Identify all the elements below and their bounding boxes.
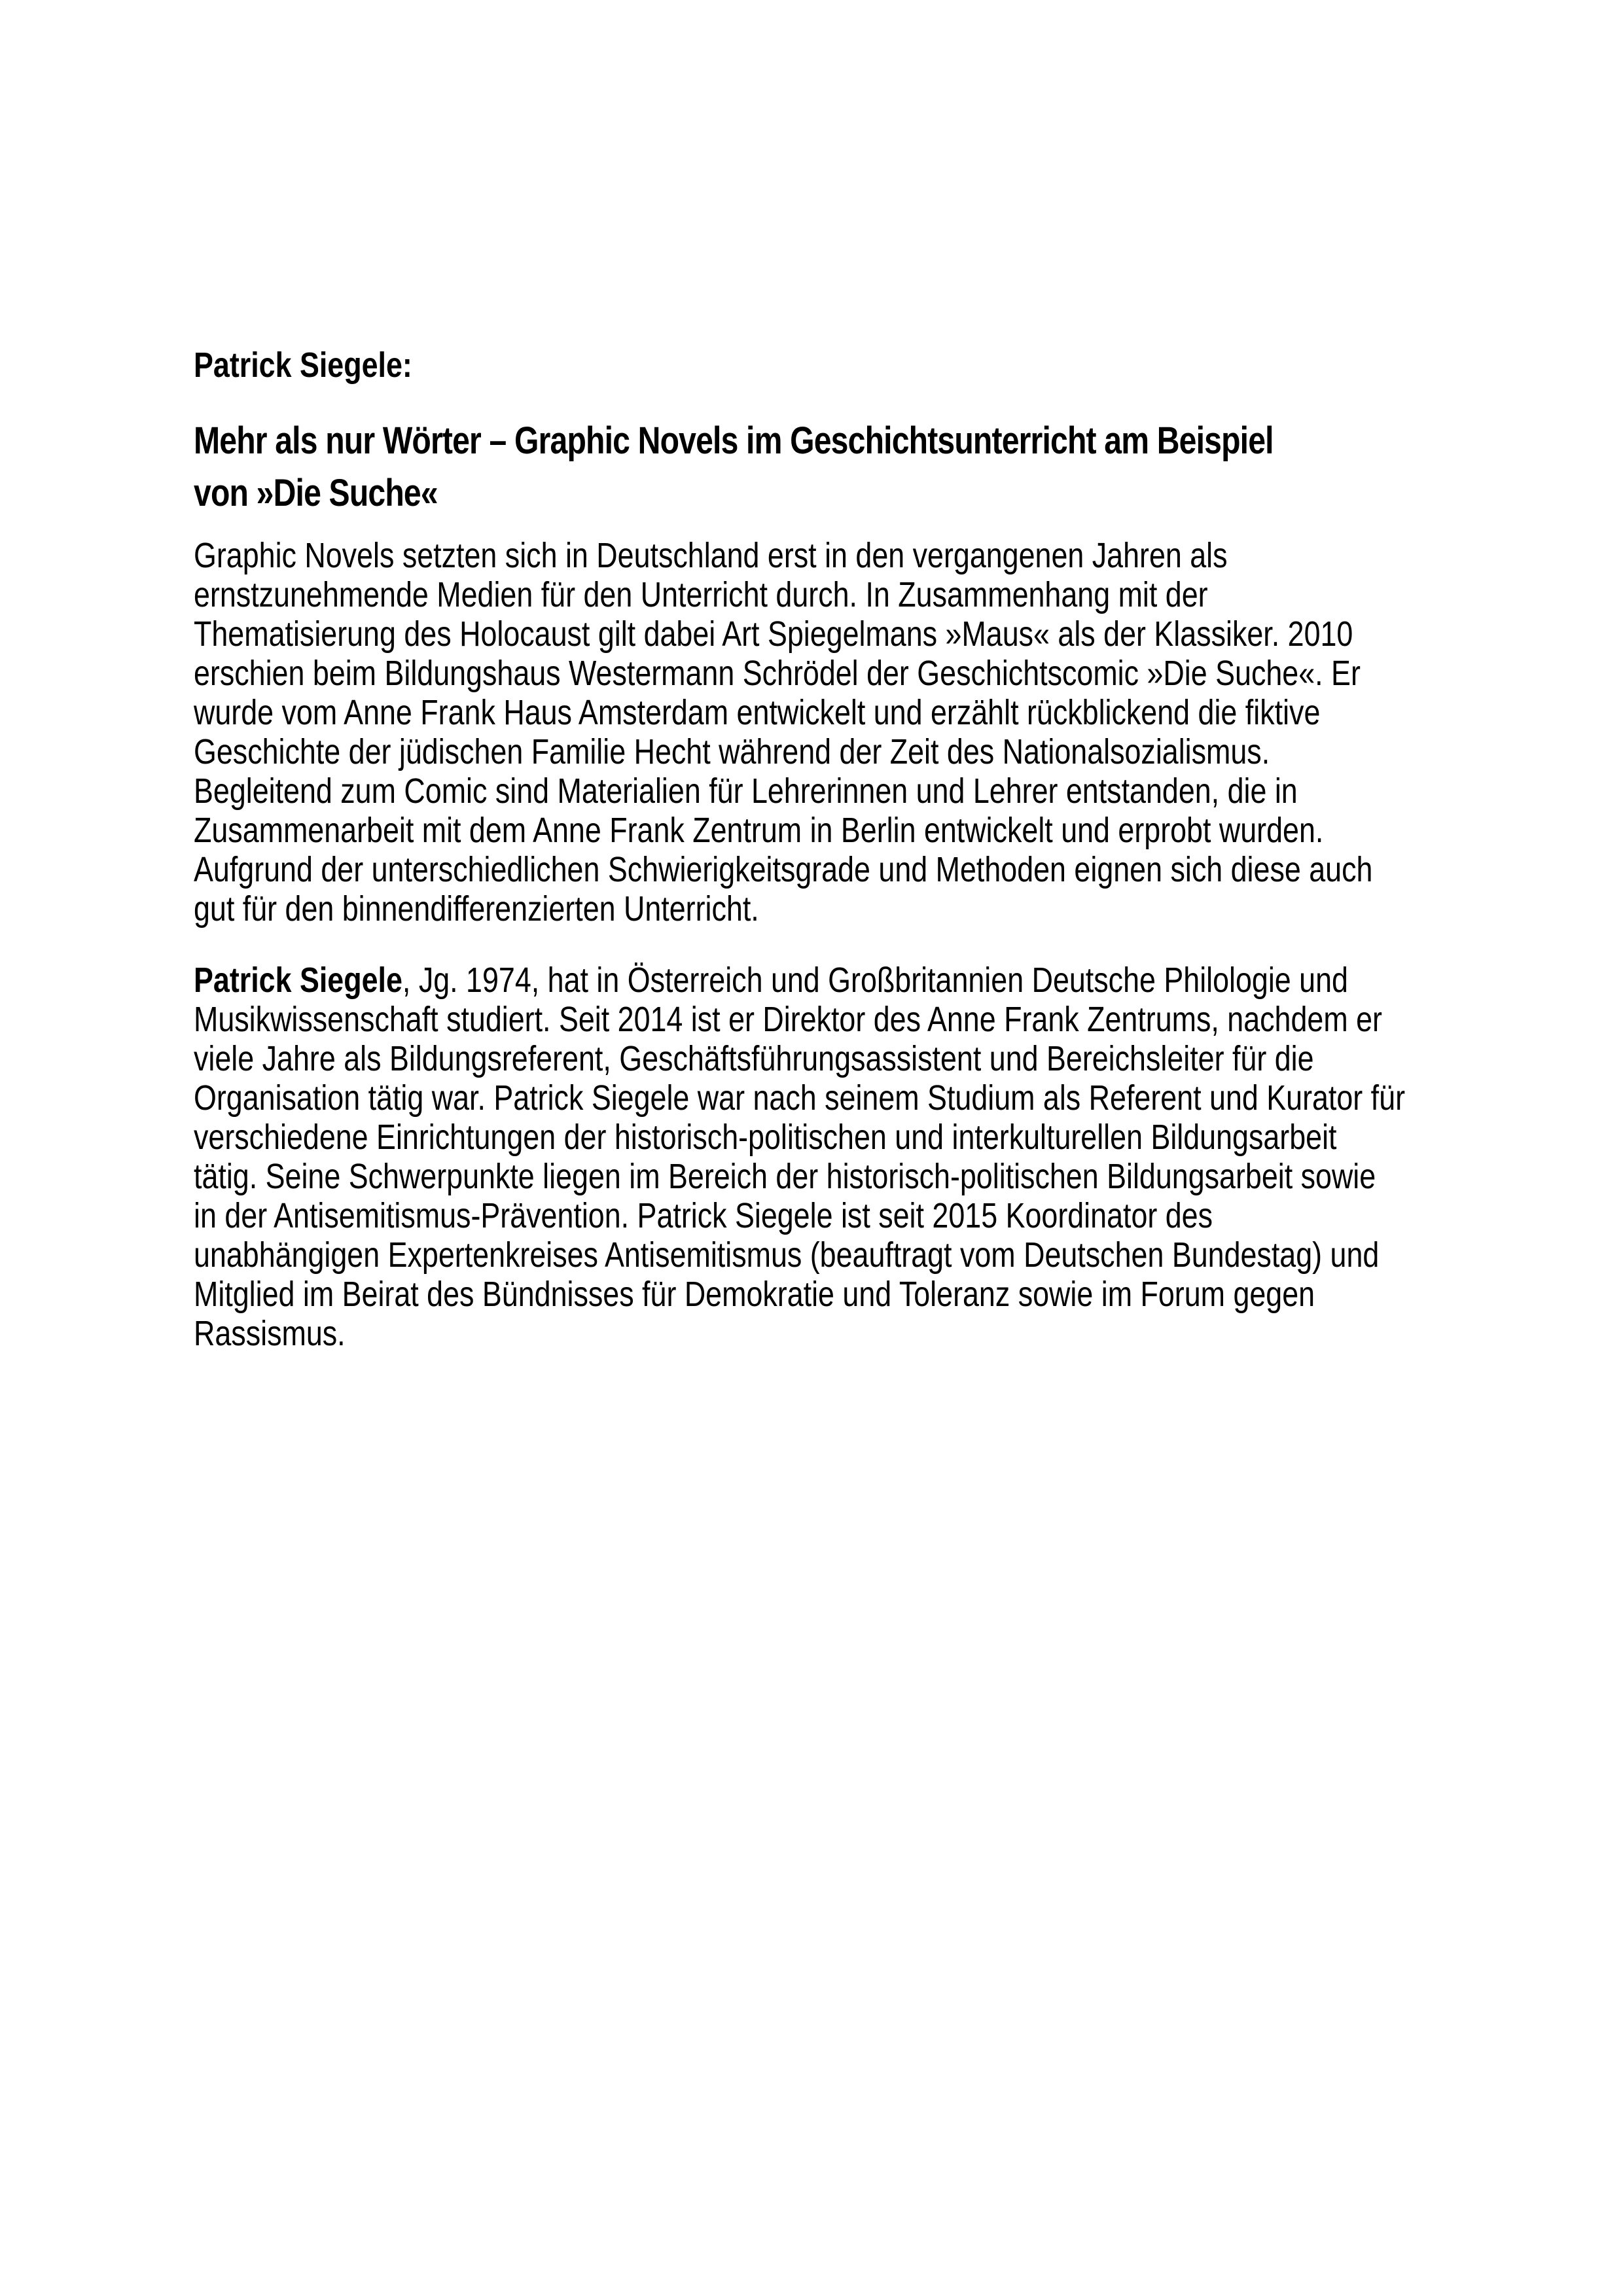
bio-line: tätig. Seine Schwerpunkte liegen im Bereich der historisch-politischen Bildungsarbeit sowie — [194, 1157, 1376, 1196]
bio-name-bold: Patrick Siegele — [194, 961, 402, 1000]
bio-line: Organisation tätig war. Patrick Siegele war nach seinem Studium als Referent und Kurator für — [194, 1078, 1406, 1118]
abstract-line: Begleitend zum Comic sind Materialien für Lehrerinnen und Lehrer entstanden, die in — [194, 771, 1298, 811]
bio-paragraph — [194, 961, 1552, 1353]
bio-line: in der Antisemitismus-Prävention. Patrick Siegele ist seit 2015 Koordinator des — [194, 1196, 1213, 1235]
bio-line: Rassismus. — [194, 1314, 346, 1353]
abstract-line: erschien beim Bildungshaus Westermann Schrödel der Geschichtscomic »Die Suche«. Er — [194, 654, 1361, 693]
article-title-line: Mehr als nur Wörter – Graphic Novels im Geschichtsunterricht am Beispiel — [194, 419, 1274, 462]
abstract-line: Geschichte der jüdischen Familie Hecht während der Zeit des Nationalsozialismus. — [194, 732, 1270, 771]
abstract-line: gut für den binnendifferenzierten Unterricht. — [194, 889, 759, 928]
author-heading: Patrick Siegele: — [194, 345, 412, 385]
bio-line-text: , Jg. 1974, hat in Österreich und Großbritannien Deutsche Philologie und — [402, 961, 1348, 1000]
text-column — [194, 0, 1552, 1353]
bio-line: verschiedene Einrichtungen der historisch-politischen und interkulturellen Bildungsarbeit — [194, 1118, 1337, 1157]
bio-line — [194, 961, 1552, 1000]
abstract-line: Thematisierung des Holocaust gilt dabei Art Spiegelmans »Maus« als der Klassiker. 2010 — [194, 614, 1353, 654]
abstract-paragraph — [194, 536, 1552, 928]
bio-line: Mitglied im Beirat des Bündnisses für Demokratie und Toleranz sowie im Forum gegen — [194, 1275, 1315, 1314]
bio-line: viele Jahre als Bildungsreferent, Geschäftsführungsassistent und Bereichsleiter für die — [194, 1039, 1314, 1078]
abstract-line: Aufgrund der unterschiedlichen Schwierigkeitsgrade und Methoden eignen sich diese auch — [194, 850, 1373, 889]
bio-line: Musikwissenschaft studiert. Seit 2014 ist er Direktor des Anne Frank Zentrums, nachdem er — [194, 1000, 1382, 1039]
abstract-line: ernstzunehmende Medien für den Unterricht durch. In Zusammenhang mit der — [194, 575, 1208, 614]
abstract-line: wurde vom Anne Frank Haus Amsterdam entwickelt und erzählt rückblickend die fiktive — [194, 693, 1321, 732]
article-title-line: von »Die Suche« — [194, 472, 438, 514]
article-title — [194, 415, 1552, 520]
abstract-line: Graphic Novels setzten sich in Deutschland erst in den vergangenen Jahren als — [194, 536, 1228, 575]
abstract-line: Zusammenarbeit mit dem Anne Frank Zentrum in Berlin entwickelt und erprobt wurden. — [194, 811, 1324, 850]
bio-line: unabhängigen Expertenkreises Antisemitismus (beauftragt vom Deutschen Bundestag) und — [194, 1235, 1380, 1275]
